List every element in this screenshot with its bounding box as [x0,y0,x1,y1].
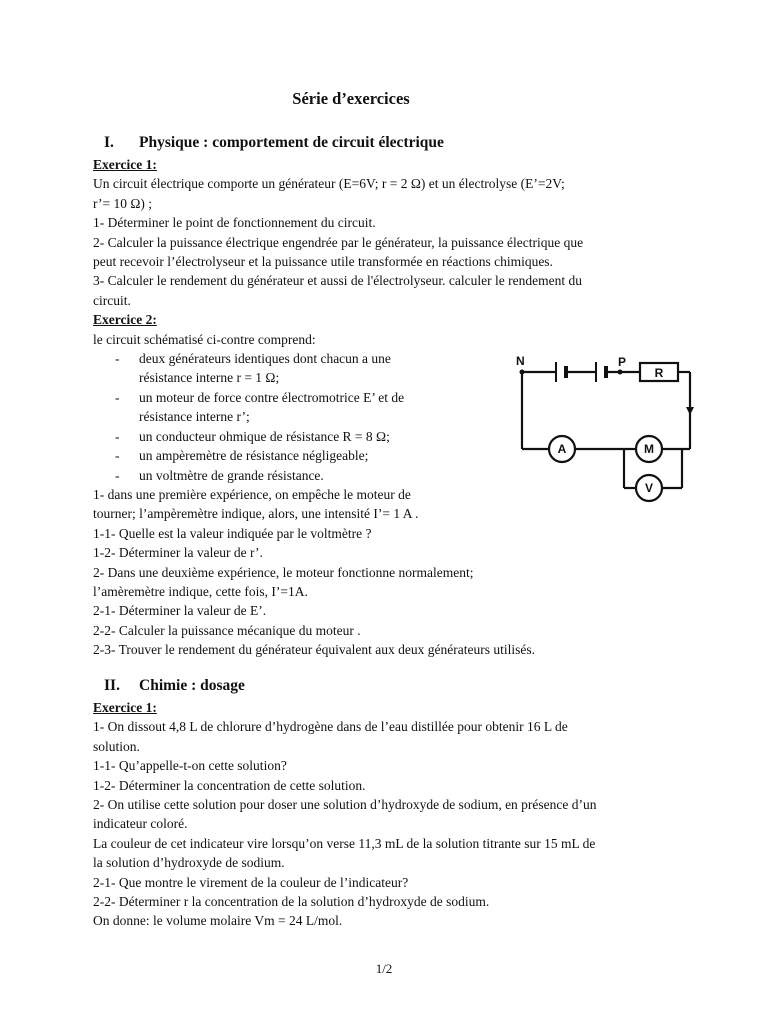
section-physique-heading [104,134,444,152]
section-number: II. [104,677,120,694]
chem-line: indicateur coloré. [93,816,188,832]
ex2-line: 1- dans une première expérience, on empêche le moteur de [93,486,411,502]
exercise-1-heading: Exercice 1: [93,157,157,172]
node-p-dot [618,370,623,375]
chem-line: 1-1- Qu’appelle-t-on cette solution? [93,758,287,774]
ex2-line: 1-2- Déterminer la valeur de r’. [93,545,263,561]
chem-line: 2- On utilise cette solution pour doser une solution d’hydroxyde de sodium, en présence d’un [93,797,597,813]
ex1-line: 3- Calculer le rendement du générateur et aussi de l'électrolyseur. calculer le rendement du [93,273,582,289]
page-number: 1/2 [375,961,393,976]
motor-label: M [644,442,654,456]
circuit-diagram [512,352,702,512]
ex2-line: l’amèremètre indique, cette fois, I’=1A. [93,583,308,599]
chem-line: la solution d’hydroxyde de sodium. [93,855,285,871]
component-list-item-cont: résistance interne r = 1 Ω; [139,370,280,386]
chimie-exercises [93,698,683,931]
chem-line: La couleur de cet indicateur vire lorsqu’on verse 11,3 mL de la solution titrante sur 15 mL de [93,835,596,851]
component-list-item: - deux générateurs identiques dont chacun a une [115,351,391,367]
ex1-line: r’= 10 Ω) ; [93,195,153,211]
ex2-line: 2- Dans une deuxième expérience, le moteur fonctionne normalement; [93,564,474,580]
label-p: P [618,355,627,369]
ammeter-label: A [557,442,567,456]
exercise-2-heading: Exercice 2: [93,312,157,328]
component-list-item: - un conducteur ohmique de résistance R = 8 Ω; [115,428,390,444]
current-arrow-icon [686,407,694,415]
voltmeter-label: V [644,481,654,495]
section-title: Physique : comportement de circuit électrique [139,134,444,151]
section-number: I. [104,134,114,151]
section-chimie-heading [104,677,245,695]
ex2-line: 2-3- Trouver le rendement du générateur équivalent aux deux générateurs utilisés. [93,642,535,658]
ex2-line: 2-1- Déterminer la valeur de E’. [93,603,267,619]
chem-line: 1-2- Déterminer la concentration de cette solution. [93,777,366,793]
ex1-line: peut recevoir l’électrolyseur et la puissance utile transformée en réactions chimiques. [93,254,553,270]
chem-line: 2-2- Déterminer r la concentration de la solution d’hydroxyde de sodium. [93,894,490,910]
chem-line: 2-1- Que montre le virement de la couleur de l’indicateur? [93,874,409,890]
chem-line: solution. [93,738,140,754]
page-title: Série d’exercices [292,89,410,108]
ex2-line: 2-2- Calculer la puissance mécanique du moteur . [93,622,361,638]
label-n: N [516,354,525,368]
ex1-line: Un circuit électrique comporte un générateur (E=6V; r = 2 Ω) et un électrolyse (E’=2V; [93,176,565,192]
ex1-line: 2- Calculer la puissance électrique engendrée par le générateur, la puissance électrique que [93,234,584,250]
ex2-intro: le circuit schématisé ci-contre comprend: [93,331,316,347]
chem-exercise-1-heading: Exercice 1: [93,700,157,715]
chem-line: On donne: le volume molaire Vm = 24 L/mol. [93,913,343,929]
component-list-item: - un ampèremètre de résistance négligeable; [115,448,369,464]
component-list-item-cont: résistance interne r’; [139,409,250,425]
ex2-line: tourner; l’ampèremètre indique, alors, une intensité I’= 1 A . [93,506,419,522]
resistor-label: R [654,366,664,380]
ex1-line: circuit. [93,292,131,308]
chem-line: 1- On dissout 4,8 L de chlorure d’hydrogène dans de l’eau distillée pour obtenir 16 L de [93,719,568,735]
section-title: Chimie : dosage [139,677,245,694]
component-list-item: - un voltmètre de grande résistance. [115,467,324,483]
component-list-item: - un moteur de force contre électromotrice E’ et de [115,389,405,405]
node-n-dot [520,370,525,375]
ex1-line: 1- Déterminer le point de fonctionnement du circuit. [93,215,376,231]
ex2-line: 1-1- Quelle est la valeur indiquée par le voltmètre ? [93,525,372,541]
